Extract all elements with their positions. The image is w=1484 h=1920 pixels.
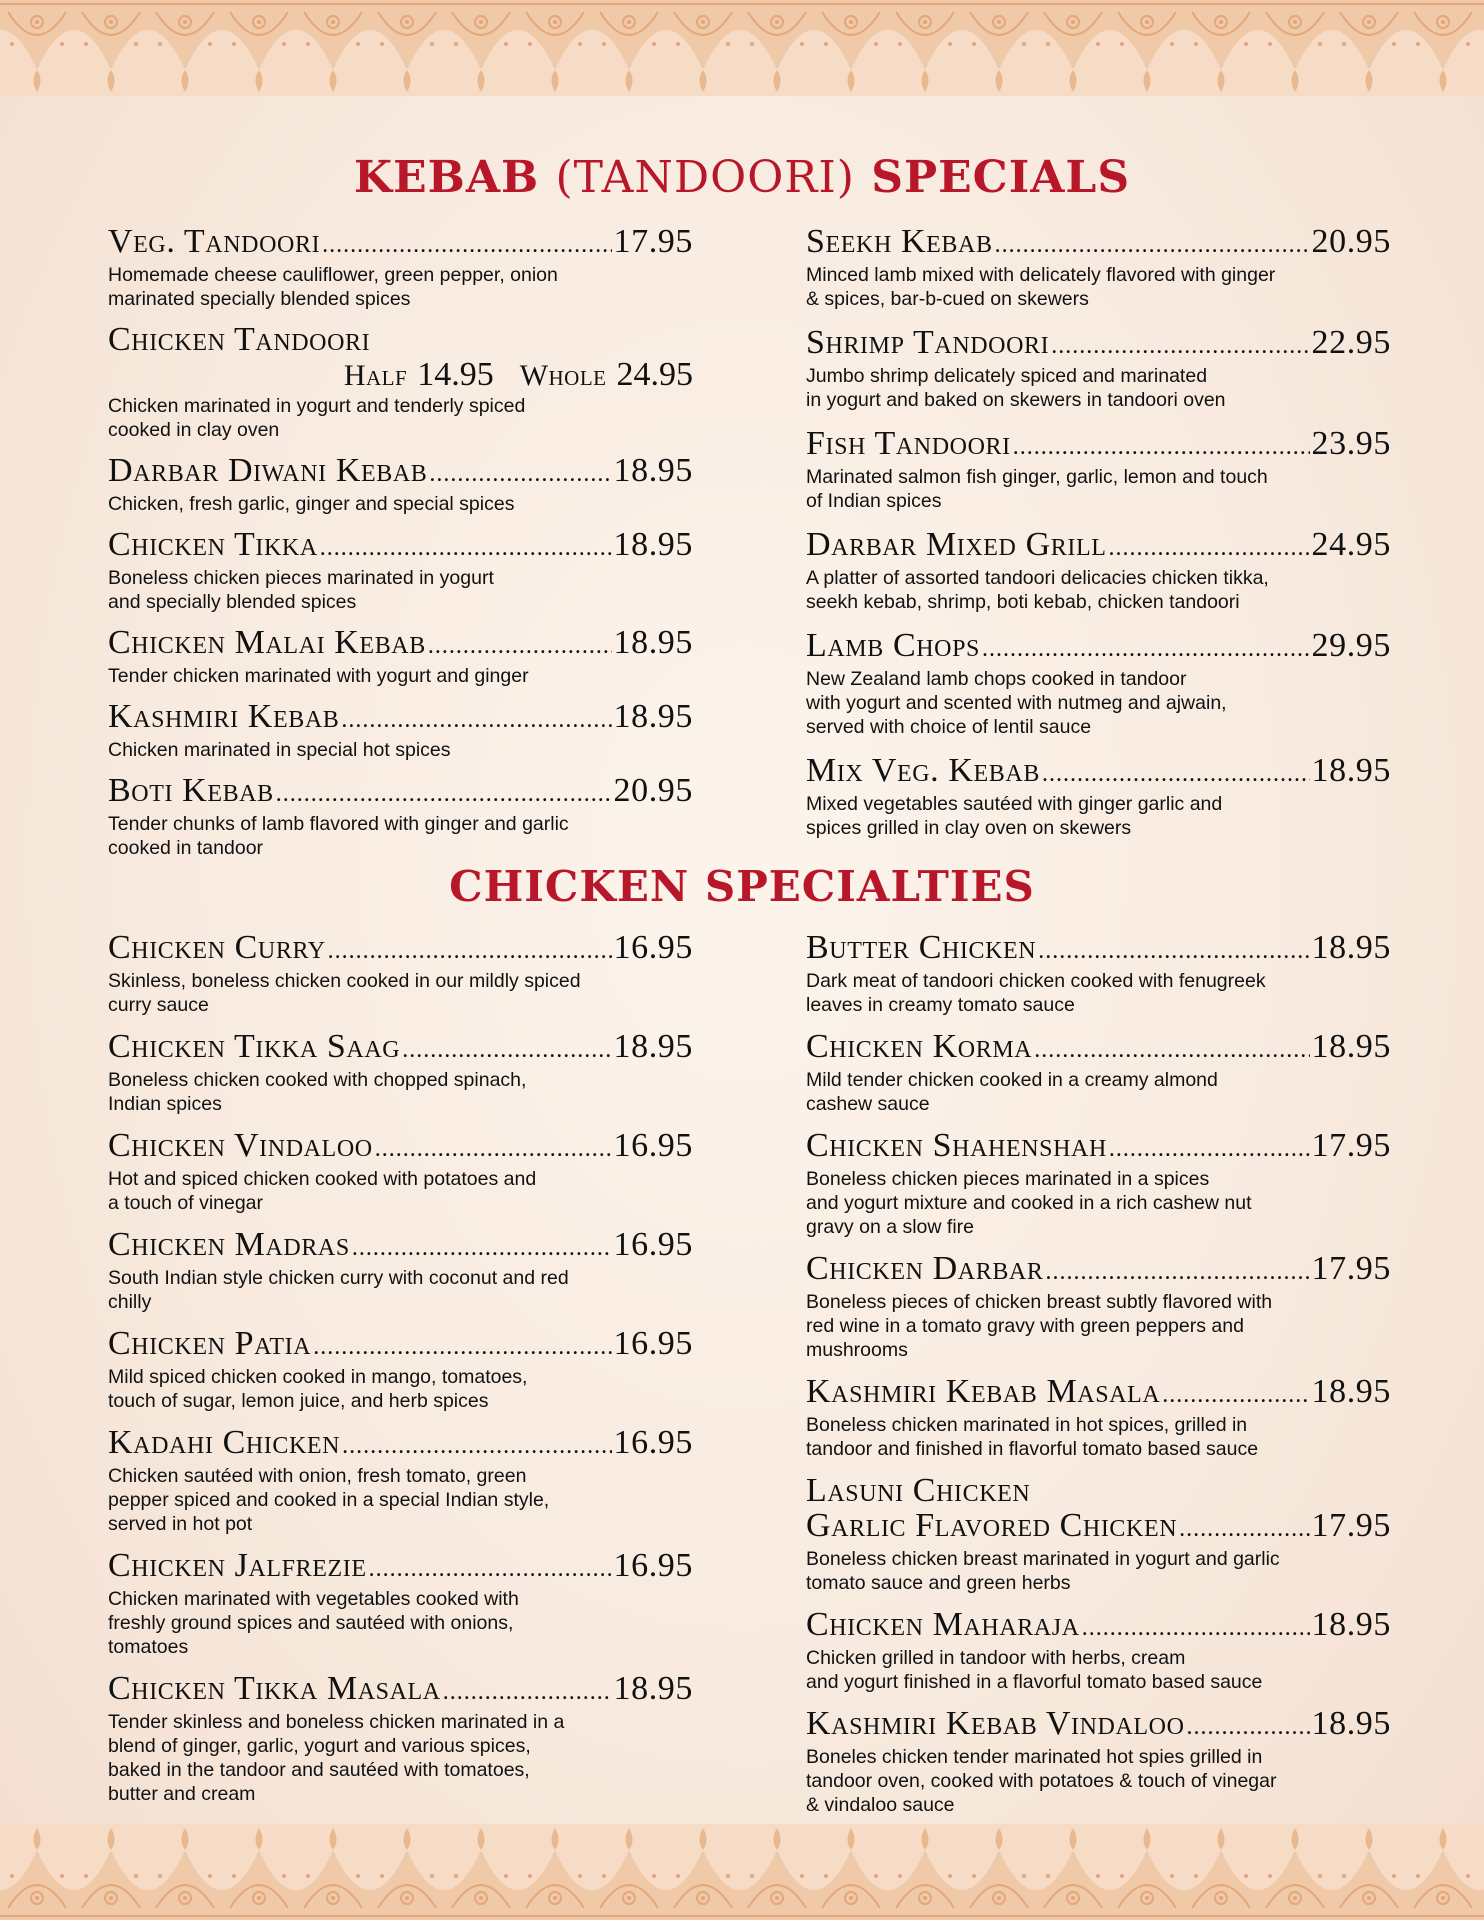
leader-dots xyxy=(429,457,611,492)
section-title-chicken xyxy=(0,862,1484,911)
whole-label: Whole xyxy=(519,359,607,392)
item-name: Mix Veg. Kebab xyxy=(806,752,1040,789)
item-name: Chicken Korma xyxy=(806,1028,1033,1065)
item-description: South Indian style chicken curry with coconut and red chilly xyxy=(108,1267,569,1313)
item-name: Chicken Patia xyxy=(108,1325,312,1362)
menu-item xyxy=(108,1227,693,1314)
menu-item xyxy=(108,1128,693,1215)
menu-item xyxy=(108,1671,693,1806)
leader-dots xyxy=(1038,934,1309,969)
item-price: 18.95 xyxy=(1311,929,1391,966)
item-price: 18.95 xyxy=(613,526,693,563)
item-price: 18.95 xyxy=(613,698,693,735)
item-description: Dark meat of tandoori chicken cooked with fenugreek leaves in creamy tomato sauce xyxy=(806,970,1266,1016)
item-price: 18.95 xyxy=(613,452,693,489)
item-description: Boneless chicken marinated in hot spices, grilled in tandoor and finished in flavorful tomato based sauce xyxy=(806,1414,1259,1460)
item-price: 20.95 xyxy=(1311,223,1391,260)
item-price: 16.95 xyxy=(613,1325,693,1362)
item-description: Mild tender chicken cooked in a creamy almond cashew sauce xyxy=(806,1069,1218,1115)
item-name: Chicken Tikka Masala xyxy=(108,1670,441,1707)
leader-dots xyxy=(995,228,1310,263)
item-name: Chicken Curry xyxy=(108,929,326,966)
item-price: 18.95 xyxy=(1311,1705,1391,1742)
title-word: KEBAB xyxy=(353,152,540,203)
menu-item xyxy=(806,527,1391,614)
item-price: 16.95 xyxy=(613,1226,693,1263)
item-price: 17.95 xyxy=(613,223,693,260)
item-name: Fish Tandoori xyxy=(806,425,1011,462)
item-name: Chicken Tikka xyxy=(108,526,318,563)
item-name: Chicken Shahenshah xyxy=(806,1127,1107,1164)
menu-item xyxy=(806,224,1391,311)
item-name: Darbar Diwani Kebab xyxy=(108,452,428,489)
leader-dots xyxy=(1034,1033,1309,1068)
leader-dots xyxy=(1109,1132,1310,1167)
menu-item xyxy=(806,325,1391,412)
menu-item xyxy=(806,628,1391,739)
leader-dots xyxy=(320,531,612,566)
item-description: Tender chunks of lamb flavored with ginger and garlic cooked in tandoor xyxy=(108,813,569,859)
bottom-ornament-border xyxy=(0,1824,1484,1920)
leader-dots xyxy=(1013,430,1310,465)
leader-dots xyxy=(342,1429,611,1464)
menu-item xyxy=(108,224,693,311)
leader-dots xyxy=(1179,1512,1309,1547)
menu-item xyxy=(806,1706,1391,1817)
item-price: 18.95 xyxy=(613,624,693,661)
item-price: 18.95 xyxy=(1311,752,1391,789)
size-prices xyxy=(108,357,693,394)
menu-item xyxy=(806,1029,1391,1116)
item-name: Kashmiri Kebab Vindaloo xyxy=(806,1705,1185,1742)
item-price: 18.95 xyxy=(613,1028,693,1065)
item-description: Mixed vegetables sautéed with ginger garlic and spices grilled in clay oven on skewers xyxy=(806,793,1223,839)
kebab-left-column xyxy=(108,224,693,860)
item-name: Kadahi Chicken xyxy=(108,1424,341,1461)
menu-item xyxy=(806,1473,1391,1595)
half-price: 14.95 xyxy=(417,356,494,393)
item-name: Darbar Mixed Grill xyxy=(806,526,1107,563)
item-description: Chicken grilled in tandoor with herbs, cream and yogurt finished in a flavorful tomato based sauce xyxy=(806,1647,1263,1693)
item-name: Chicken Tandoori xyxy=(108,321,371,358)
item-description: Boneless chicken pieces marinated in a spices and yogurt mixture and cooked in a rich cashew nut gravy on a slow fire xyxy=(806,1168,1252,1238)
leader-dots xyxy=(1082,1611,1310,1646)
menu-item xyxy=(108,527,693,614)
item-description: New Zealand lamb chops cooked in tandoor with yogurt and scented with nutmeg and ajwain, served with choice of lentil sauce xyxy=(806,668,1227,738)
item-price: 29.95 xyxy=(1311,627,1391,664)
item-description: Boneless pieces of chicken breast subtly flavored with red wine in a tomato gravy with green peppers and mushrooms xyxy=(806,1291,1273,1361)
title-word: SPECIALS xyxy=(871,152,1131,203)
leader-dots xyxy=(1042,757,1310,792)
item-description: Chicken marinated with vegetables cooked with freshly ground spices and sautéed with onions, tomatoes xyxy=(108,1588,519,1658)
leader-dots xyxy=(428,629,612,664)
top-ornament-border xyxy=(0,0,1484,96)
item-description: Boneless chicken breast marinated in yogurt and garlic tomato sauce and green herbs xyxy=(806,1548,1280,1594)
menu-item xyxy=(108,930,693,1017)
menu-item xyxy=(108,1548,693,1659)
leader-dots xyxy=(375,1132,612,1167)
item-description: A platter of assorted tandoori delicacies chicken tikka, seekh kebab, shrimp, boti kebab, chicken tandoori xyxy=(806,567,1269,613)
item-name: Butter Chicken xyxy=(806,929,1037,966)
item-description: Chicken marinated in yogurt and tenderly spiced cooked in clay oven xyxy=(108,395,526,441)
menu-item xyxy=(108,453,693,516)
half-label: Half xyxy=(343,359,408,392)
item-description: Jumbo shrimp delicately spiced and marinated in yogurt and baked on skewers in tandoori oven xyxy=(806,365,1226,411)
leader-dots xyxy=(1162,1378,1309,1413)
leader-dots xyxy=(1108,531,1309,566)
item-description: Tender chicken marinated with yogurt and ginger xyxy=(108,665,529,687)
item-description: Mild spiced chicken cooked in mango, tomatoes, touch of sugar, lemon juice, and herb spices xyxy=(108,1366,528,1412)
item-price: 18.95 xyxy=(1311,1606,1391,1643)
item-description: Boneless chicken pieces marinated in yogurt and specially blended spices xyxy=(108,567,494,613)
item-name: Chicken Jalfrezie xyxy=(108,1547,367,1584)
item-price: 17.95 xyxy=(1311,1250,1391,1287)
item-name: Chicken Darbar xyxy=(806,1250,1044,1287)
item-price: 17.95 xyxy=(1311,1127,1391,1164)
item-name: Lamb Chops xyxy=(806,627,980,664)
item-name: Chicken Maharaja xyxy=(806,1606,1080,1643)
leader-dots xyxy=(1051,329,1309,364)
chicken-left-column xyxy=(108,930,693,1806)
item-description: Hot and spiced chicken cooked with potatoes and a touch of vinegar xyxy=(108,1168,537,1214)
item-name-subtitle: Garlic Flavored Chicken xyxy=(806,1507,1178,1544)
leader-dots xyxy=(982,632,1310,667)
whole-price: 24.95 xyxy=(616,356,693,393)
item-name: Shrimp Tandoori xyxy=(806,324,1050,361)
item-description: Chicken, fresh garlic, ginger and special spices xyxy=(108,493,515,515)
item-name: Chicken Tikka Saag xyxy=(108,1028,401,1065)
leader-dots xyxy=(352,1231,612,1266)
menu-item xyxy=(108,699,693,762)
item-name: Boti Kebab xyxy=(108,772,274,809)
item-description: Marinated salmon fish ginger, garlic, lemon and touch of Indian spices xyxy=(806,466,1268,512)
item-price: 16.95 xyxy=(613,1424,693,1461)
title-word: CHICKEN SPECIALTIES xyxy=(449,862,1035,911)
item-price: 16.95 xyxy=(613,1547,693,1584)
ornament-pattern-icon xyxy=(0,0,1484,96)
leader-dots xyxy=(341,703,611,738)
item-description: Skinless, boneless chicken cooked in our mildly spiced curry sauce xyxy=(108,970,581,1016)
menu-item xyxy=(108,1425,693,1536)
menu-item xyxy=(108,1029,693,1116)
item-name: Chicken Malai Kebab xyxy=(108,624,426,661)
item-description: Homemade cheese cauliflower, green pepper, onion marinated specially blended spices xyxy=(108,264,558,310)
item-name: Kashmiri Kebab Masala xyxy=(806,1373,1161,1410)
chicken-right-column xyxy=(806,930,1391,1817)
menu-item xyxy=(806,1128,1391,1239)
menu-item xyxy=(108,1326,693,1413)
item-price: 24.95 xyxy=(1311,526,1391,563)
item-price: 18.95 xyxy=(1311,1373,1391,1410)
item-price: 22.95 xyxy=(1311,324,1391,361)
item-price: 18.95 xyxy=(613,1670,693,1707)
leader-dots xyxy=(276,777,612,812)
item-name: Veg. Tandoori xyxy=(108,223,321,260)
item-name: Seekh Kebab xyxy=(806,223,993,260)
item-description: Boneles chicken tender marinated hot spies grilled in tandoor oven, cooked with potatoes & touch of vinegar & vindaloo sauce xyxy=(806,1746,1277,1816)
item-description: Minced lamb mixed with delicately flavored with ginger & spices, bar-b-cued on skewers xyxy=(806,264,1276,310)
item-name: Chicken Madras xyxy=(108,1226,350,1263)
menu-item xyxy=(108,625,693,688)
leader-dots xyxy=(443,1675,612,1710)
leader-dots xyxy=(313,1330,611,1365)
item-name: Kashmiri Kebab xyxy=(108,698,340,735)
item-price: 16.95 xyxy=(613,929,693,966)
menu-item xyxy=(108,322,693,442)
section-title-kebab xyxy=(0,152,1484,203)
item-price: 23.95 xyxy=(1311,425,1391,462)
title-paren: (TANDOORI) xyxy=(555,152,855,203)
item-name: Lasuni Chicken xyxy=(806,1472,1031,1509)
item-name: Chicken Vindaloo xyxy=(108,1127,373,1164)
menu-item xyxy=(806,1374,1391,1461)
item-price: 16.95 xyxy=(613,1127,693,1164)
item-price: 20.95 xyxy=(613,772,693,809)
item-description: Chicken sautéed with onion, fresh tomato, green pepper spiced and cooked in a special Indian style, served in hot pot xyxy=(108,1465,550,1535)
leader-dots xyxy=(402,1033,611,1068)
menu-item xyxy=(806,426,1391,513)
item-description: Chicken marinated in special hot spices xyxy=(108,739,451,761)
leader-dots xyxy=(322,228,611,263)
ornament-pattern-icon xyxy=(0,1824,1484,1920)
kebab-right-column xyxy=(806,224,1391,840)
menu-item xyxy=(108,773,693,860)
item-price: 18.95 xyxy=(1311,1028,1391,1065)
leader-dots xyxy=(328,934,612,969)
menu-item xyxy=(806,1251,1391,1362)
item-description: Boneless chicken cooked with chopped spinach, Indian spices xyxy=(108,1069,527,1115)
menu-item xyxy=(806,753,1391,840)
item-description: Tender skinless and boneless chicken marinated in a blend of ginger, garlic, yogurt and various spices, baked in the tandoor and sautéed with tomatoes, butter and cream xyxy=(108,1711,565,1805)
leader-dots xyxy=(1187,1710,1310,1745)
item-price: 17.95 xyxy=(1311,1507,1391,1544)
leader-dots xyxy=(369,1552,612,1587)
menu-item xyxy=(806,1607,1391,1694)
menu-item xyxy=(806,930,1391,1017)
leader-dots xyxy=(1045,1255,1309,1290)
